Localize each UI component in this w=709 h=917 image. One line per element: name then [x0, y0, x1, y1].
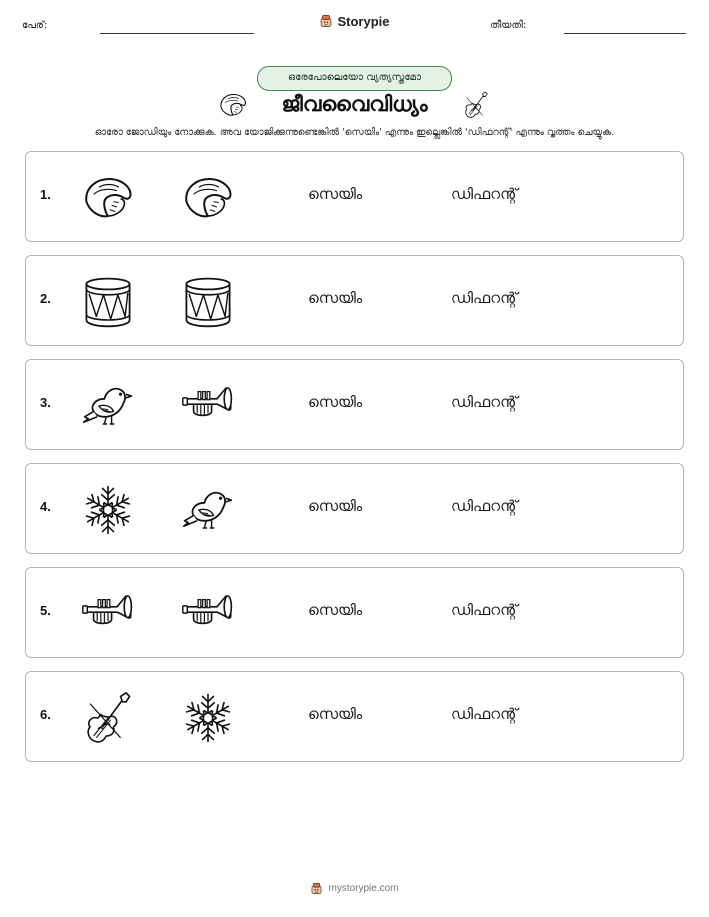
question-number: 2.	[40, 291, 51, 306]
bird-icon	[81, 379, 135, 433]
date-input-line[interactable]	[564, 33, 686, 34]
drum-icon	[81, 275, 135, 329]
different-option[interactable]: ഡിഫറന്റ്	[451, 393, 518, 411]
question-number: 3.	[40, 395, 51, 410]
different-option[interactable]: ഡിഫറന്റ്	[451, 289, 518, 307]
question-row	[25, 671, 684, 762]
toucan-beak-icon	[81, 171, 135, 225]
instructions: ഓരോ ജോഡിയും നോക്കുക. അവ യോജിക്കുന്നുണ്ടെങ്കിൽ 'സെയിം' എന്നും ഇല്ലെങ്കിൽ 'ഡിഫറന്റ്' എന്നും വൃത്തം ചെയ്യുക.	[94, 127, 615, 138]
trumpet-icon	[181, 379, 235, 433]
snowflake-icon	[181, 691, 235, 745]
worksheet-type-badge: ഒരേപോലെയോ വ്യത്യസ്തമോ	[257, 66, 452, 91]
drum-icon	[181, 275, 235, 329]
different-option[interactable]: ഡിഫറന്റ്	[451, 185, 518, 203]
same-option[interactable]: സെയിം	[308, 185, 363, 203]
bird-icon	[181, 483, 235, 537]
question-row	[25, 255, 684, 346]
same-option[interactable]: സെയിം	[308, 601, 363, 619]
trumpet-icon	[181, 587, 235, 641]
question-row	[25, 151, 684, 242]
date-label: തീയതി:	[490, 20, 527, 31]
question-number: 5.	[40, 603, 51, 618]
different-option[interactable]: ഡിഫറന്റ്	[451, 705, 518, 723]
violin-icon	[462, 90, 490, 120]
question-number: 6.	[40, 707, 51, 722]
question-number: 4.	[40, 499, 51, 514]
page-title: ജീവവൈവിധ്യം	[281, 92, 428, 116]
same-option[interactable]: സെയിം	[308, 497, 363, 515]
footer-site-link[interactable]: mystorypie.com	[328, 883, 399, 894]
name-label: പേര്:	[22, 20, 48, 31]
toucan-beak-icon	[181, 171, 235, 225]
same-option[interactable]: സെയിം	[308, 393, 363, 411]
same-option[interactable]: സെയിം	[308, 705, 363, 723]
question-row	[25, 463, 684, 554]
same-option[interactable]: സെയിം	[308, 289, 363, 307]
snowflake-icon	[81, 483, 135, 537]
name-input-line[interactable]	[100, 33, 254, 34]
violin-icon	[81, 691, 135, 745]
question-number: 1.	[40, 187, 51, 202]
footer	[0, 880, 709, 899]
brand	[0, 13, 709, 32]
different-option[interactable]: ഡിഫറന്റ്	[451, 601, 518, 619]
question-row	[25, 359, 684, 450]
worksheet-header	[0, 0, 709, 40]
storypie-logo-icon	[319, 14, 333, 28]
brand-name: Storypie	[337, 13, 390, 29]
title-row	[0, 88, 709, 124]
different-option[interactable]: ഡിഫറന്റ്	[451, 497, 518, 515]
trumpet-icon	[81, 587, 135, 641]
storypie-logo-icon	[310, 882, 323, 895]
question-row	[25, 567, 684, 658]
